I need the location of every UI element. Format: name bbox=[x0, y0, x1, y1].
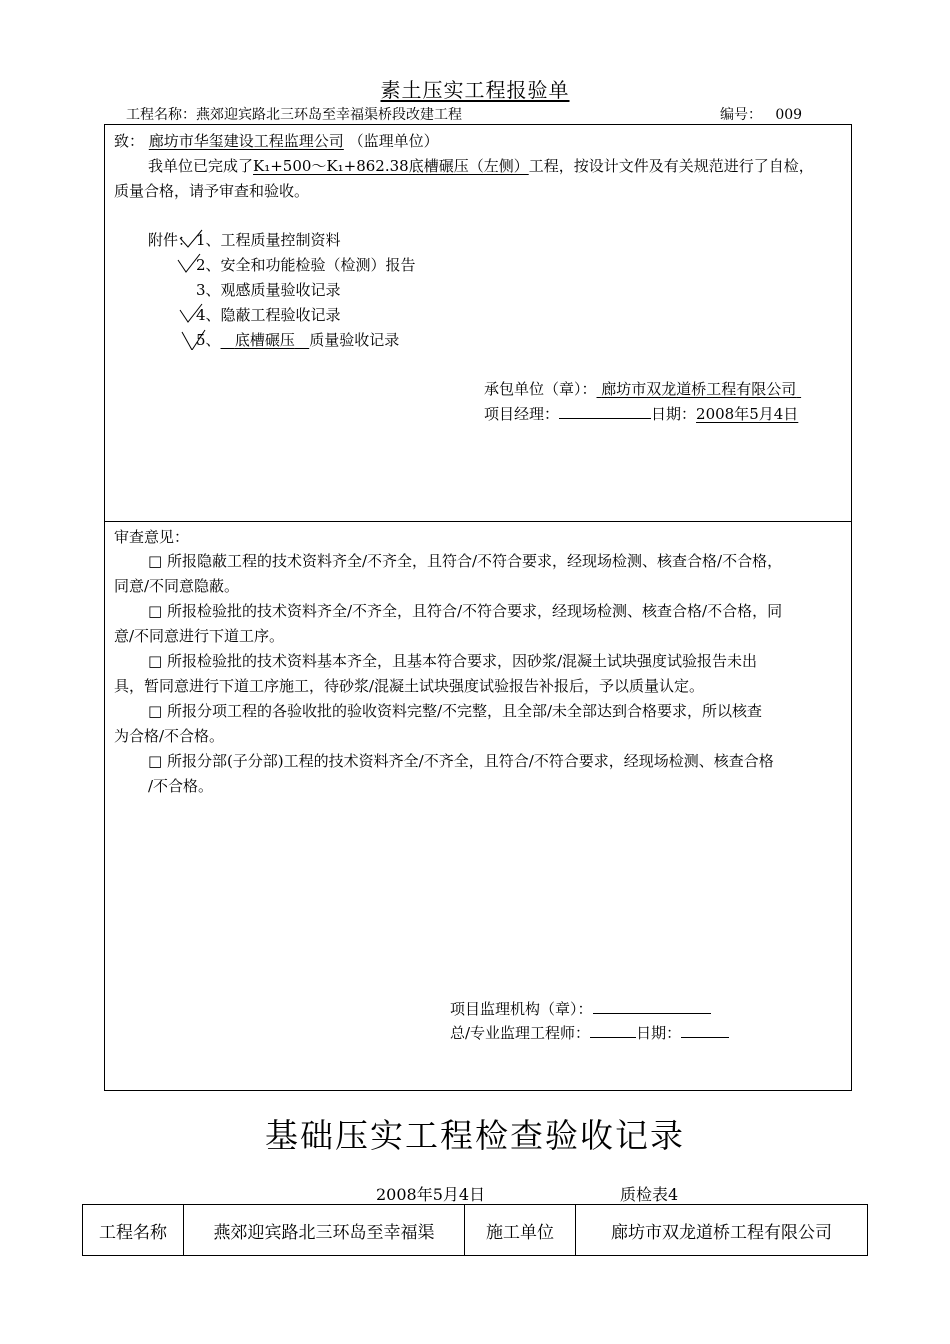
table-cell: 施工单位 bbox=[465, 1205, 576, 1255]
review-heading: 审查意见： bbox=[114, 528, 190, 546]
review-option: □ 所报检验批的技术资料齐全/不齐全，且符合/不符合要求，经现场检测、核查合格/不合格，同 bbox=[148, 602, 783, 620]
to-line: 致： 廊坊市华玺建设工程监理公司 （监理单位） bbox=[114, 132, 439, 150]
number-line bbox=[720, 104, 802, 124]
review-option: □ 所报隐蔽工程的技术资料齐全/不齐全，且符合/不符合要求，经现场检测、核查合格/不合格， bbox=[148, 552, 783, 570]
contractor-line: 承包单位（章）： 廊坊市双龙道桥工程有限公司 bbox=[484, 378, 801, 399]
record-date: 2008年5月4日 bbox=[376, 1185, 486, 1204]
attachments-label: 附件： bbox=[148, 231, 194, 249]
record-form-no: 质检表4 bbox=[620, 1185, 679, 1204]
review-date-blank bbox=[681, 1023, 729, 1038]
review-option: □ 所报分项工程的各验收批的验收资料完整/不完整，且全部/未全部达到合格要求，所以核查 bbox=[148, 702, 763, 720]
supervisor-org-blank bbox=[593, 999, 711, 1014]
review-option-cont: 具，暂同意进行下道工序施工，待砂浆/混凝土试块强度试验报告补报后，予以质量认定。 bbox=[114, 677, 705, 695]
supervisor-unit: 廊坊市华玺建设工程监理公司 bbox=[148, 132, 344, 150]
attachment-item: 2、安全和功能检验（检测）报告 bbox=[196, 256, 416, 274]
review-option-cont: 同意/不同意隐蔽。 bbox=[114, 577, 240, 595]
attachment-item: 1、工程质量控制资料 bbox=[196, 231, 341, 249]
review-option-cont: /不合格。 bbox=[148, 777, 214, 795]
record-title: 基础压实工程检查验收记录 bbox=[265, 1116, 685, 1155]
checkmark-icon bbox=[180, 328, 206, 350]
number-value: 009 bbox=[775, 107, 803, 123]
contractor-name: 廊坊市双龙道桥工程有限公司 bbox=[601, 380, 797, 398]
engineer-signature-blank bbox=[590, 1023, 636, 1038]
attachment-item: 5、 底槽碾压 质量验收记录 bbox=[196, 331, 400, 349]
body-line-2: 质量合格，请予审查和验收。 bbox=[114, 182, 310, 200]
project-name-line bbox=[126, 104, 462, 124]
body-line-1: 我单位已完成了K₁+500～K₁+862.38底槽碾压（左侧）工程，按设计文件及有关规范进行了自检， bbox=[148, 157, 814, 175]
record-table bbox=[82, 1204, 868, 1256]
checkmark-icon bbox=[176, 252, 202, 274]
table-cell: 廊坊市双龙道桥工程有限公司 bbox=[611, 1222, 832, 1243]
work-item: K₁+500～K₁+862.38底槽碾压（左侧） bbox=[253, 157, 529, 175]
table-cell: 工程名称 bbox=[83, 1205, 184, 1255]
project-name: 燕郊迎宾路北三环岛至幸福渠桥段改建工程 bbox=[196, 107, 462, 123]
attachment-5-name: 底槽碾压 bbox=[234, 331, 295, 349]
form-title: 素土压实工程报验单 bbox=[380, 78, 570, 102]
review-option-cont: 为合格/不合格。 bbox=[114, 727, 225, 745]
manager-signature-blank bbox=[559, 404, 651, 419]
project-label: 工程名称： bbox=[126, 107, 196, 123]
checkmark-icon bbox=[178, 228, 204, 250]
attachment-item: 4、隐蔽工程验收记录 bbox=[196, 306, 341, 324]
checkmark-icon bbox=[178, 302, 204, 324]
review-option-cont: 意/不同意进行下道工序。 bbox=[114, 627, 285, 645]
supervisor-org-line: 项目监理机构（章）： bbox=[450, 998, 711, 1019]
number-label: 编号： bbox=[720, 107, 762, 123]
review-option: □ 所报分部(子分部)工程的技术资料齐全/不齐全，且符合/不符合要求，经现场检测、核查合格 bbox=[148, 752, 774, 770]
submission-date: 2008年5月4日 bbox=[696, 405, 799, 423]
engineer-line: 总/专业监理工程师： 日期： bbox=[450, 1022, 729, 1043]
review-option: □ 所报检验批的技术资料基本齐全，且基本符合要求，因砂浆/混凝土试块强度试验报告未出 bbox=[148, 652, 757, 670]
table-cell: 燕郊迎宾路北三环岛至幸福渠 bbox=[184, 1205, 465, 1255]
attachment-item: 3、观感质量验收记录 bbox=[196, 281, 341, 299]
manager-line: 项目经理： 日期：2008年5月4日 bbox=[484, 405, 799, 423]
